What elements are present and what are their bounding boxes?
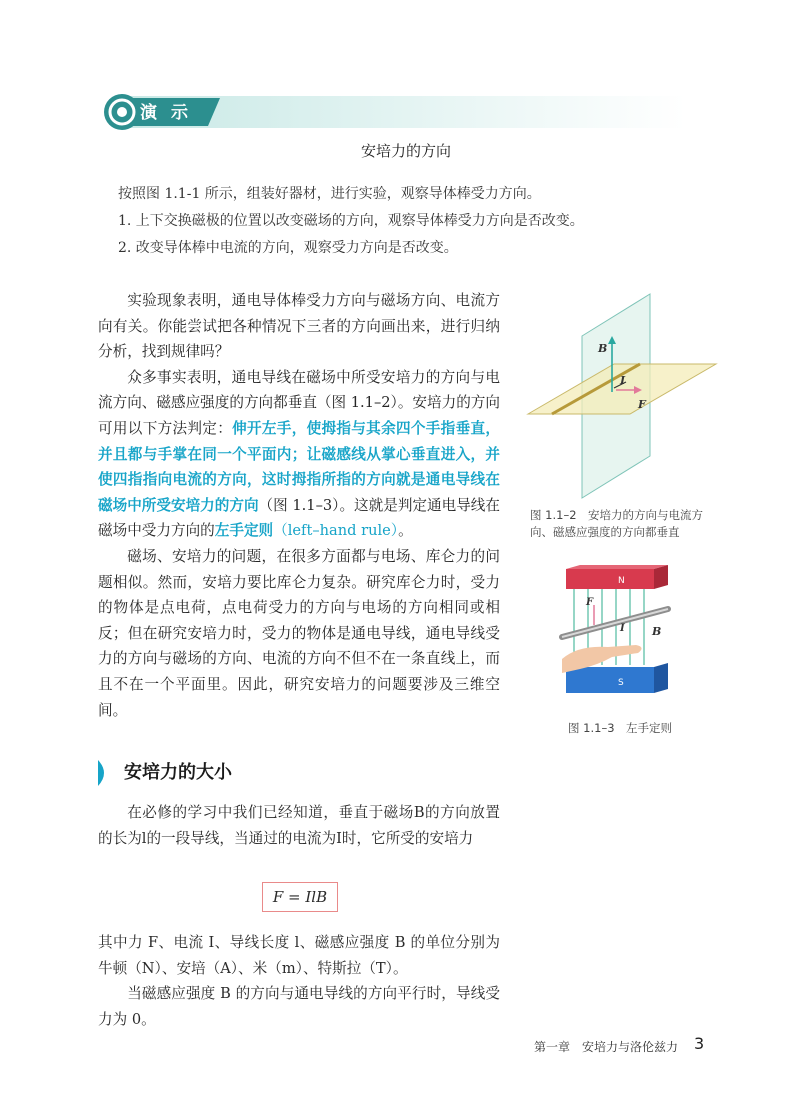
page-number: 3 bbox=[694, 1034, 705, 1053]
figure-left-hand-rule bbox=[558, 565, 678, 705]
demo-instruction-1: 1. 上下交换磁极的位置以改变磁场的方向，观察导体棒受力方向是否改变。 bbox=[118, 213, 584, 229]
text-span: （图 1.1–3）。这就是判定通电导线在磁场中受力方向的 bbox=[98, 496, 500, 540]
label-F: F bbox=[638, 398, 646, 411]
label-I: I bbox=[620, 374, 626, 387]
label-F: F bbox=[586, 597, 594, 608]
paragraph-intro: 在必修的学习中我们已经知道，垂直于磁场B的方向放置的长为l的一段导线，当通过的电流为I时，它所受的安培力 bbox=[98, 804, 500, 847]
demo-instruction-2: 2. 改变导体棒中电流的方向，观察受力方向是否改变。 bbox=[118, 240, 458, 256]
label-I: I bbox=[620, 623, 625, 634]
text-span: 。 bbox=[398, 522, 413, 540]
label-B: B bbox=[598, 342, 608, 355]
figure-caption-1-1-2: 图 1.1–2 安培力的方向与电流方向、磁感应强度的方向都垂直 bbox=[530, 508, 704, 539]
term-left-hand-rule: 左手定则 bbox=[214, 522, 274, 540]
demo-instruction-0: 按照图 1.1-1 所示，组装好器材，进行实验，观察导体棒受力方向。 bbox=[118, 186, 541, 202]
section2-body bbox=[98, 930, 500, 1032]
paragraph-left-hand-rule bbox=[98, 365, 500, 544]
paragraph-comparison: 磁场、安培力的问题，在很多方面都与电场、库仑力的问题相似。然而，安培力要比库仑力复杂。研究库仑力时，受力的物体是点电荷，点电荷受力的方向与电场的方向相同或相反；但在研究安培力时，受力的物体是通电导线，通电导线受力的方向与磁场的方向、电流的方向不但不在一条直线上，而且不在一个平面里。因此，研究安培力的问题要涉及三维空间。 bbox=[98, 547, 500, 719]
section-heading: 安培力的大小 bbox=[124, 762, 232, 783]
demo-label: 演示 bbox=[140, 103, 202, 123]
footer-chapter: 第一章 安培力与洛伦兹力 bbox=[534, 1040, 679, 1054]
section-marker-icon bbox=[98, 760, 110, 786]
label-S: S bbox=[618, 678, 624, 688]
figure-force-direction bbox=[522, 286, 722, 506]
demo-title: 安培力的方向 bbox=[360, 142, 451, 160]
term-english: （left–hand rule） bbox=[273, 522, 399, 540]
formula-box: F = IlB bbox=[262, 882, 338, 912]
main-text bbox=[98, 288, 500, 723]
figure-caption-1-1-3: 图 1.1–3 左手定则 bbox=[568, 721, 673, 735]
paragraph-parallel: 当磁感应强度 B 的方向与通电导线的方向平行时，导线受力为 0。 bbox=[98, 985, 500, 1028]
highlighted-rule: 伸开左手，使拇指与其余四个手指垂直，并且都与手掌在同一个平面内；让磁感线从掌心垂直进入，并使四指指向电流的方向，这时拇指所指的方向就是通电导线在磁场中所受安培力的方向 bbox=[98, 419, 500, 514]
paragraph-observation: 实验现象表明，通电导体棒受力方向与磁场方向、电流方向有关。你能尝试把各种情况下三者的方向画出来，进行归纳分析，找到规律吗？ bbox=[98, 292, 500, 361]
text-span: 众多事实表明，通电导线在磁场中所受安培力的方向与电流方向、磁感应强度的方向都垂直（图 1.1–2）。安培力的方向可用以下方法判定： bbox=[98, 368, 500, 437]
label-N: N bbox=[618, 576, 625, 586]
label-B: B bbox=[652, 625, 662, 638]
section2-intro bbox=[98, 800, 500, 851]
paragraph-units: 其中力 F、电流 I、导线长度 l、磁感应强度 B 的单位分别为牛顿（N）、安培（A）、米（m）、特斯拉（T）。 bbox=[98, 934, 500, 977]
